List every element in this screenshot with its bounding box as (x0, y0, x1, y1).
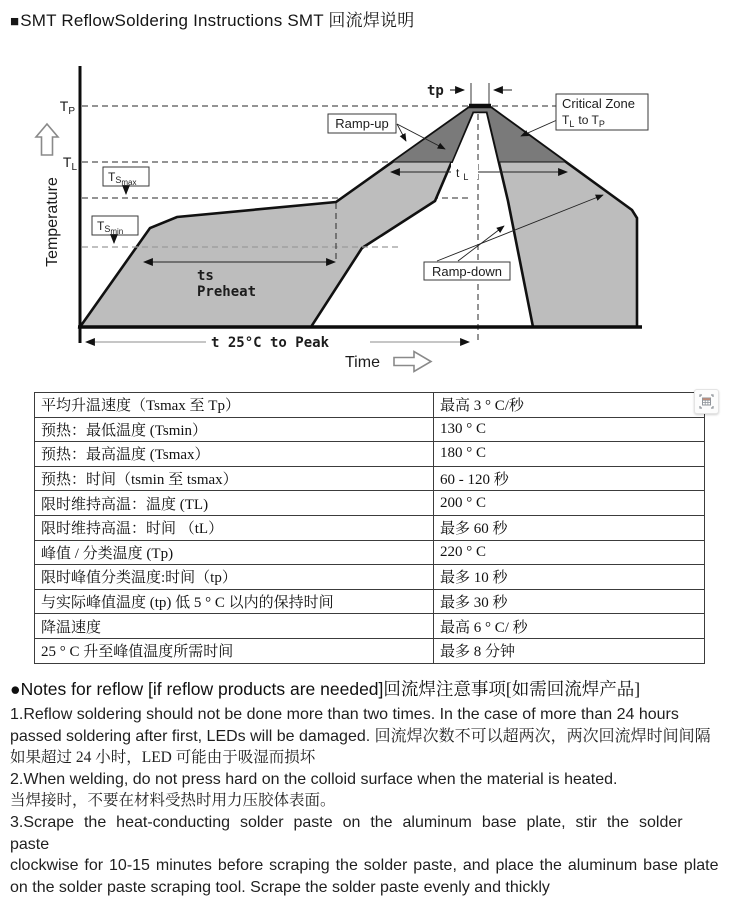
parameter-name-cell: 预热：最高温度 (Tsmax） (35, 442, 434, 467)
tl-axis-label: $T_L$ (62, 154, 77, 173)
parameter-value-cell: 最多 60 秒 (434, 515, 705, 540)
profile-band-shape (80, 106, 637, 327)
critical-zone-label-line1: Critical Zone (562, 96, 635, 111)
reflow-parameters-table (34, 392, 705, 664)
parameter-value-cell: 最多 8 分钟 (434, 638, 705, 663)
reflow-profile-diagram (0, 50, 732, 380)
temperature-axis-label: Temperature (44, 177, 61, 267)
note-line: 2.When welding, do not press hard on the colloid surface when the material is heated. (10, 770, 618, 788)
tp-axis-label: $T_P$ (59, 98, 75, 117)
preheat-label: Preheat (197, 284, 257, 300)
time-right-arrow-icon (394, 352, 431, 372)
note-line: passed soldering after first, LEDs will be damaged. 回流焊次数不可以超两次，两次回流焊时间间隔 (10, 727, 711, 745)
tsmin-label: TSmin (97, 219, 124, 236)
ramp-down-label: Ramp-down (431, 264, 503, 279)
t25-to-peak-label: t 25°C to Peak (211, 335, 330, 351)
ramp-up-label: Ramp-up (335, 116, 389, 131)
table-row (35, 638, 705, 663)
page-title (10, 6, 414, 31)
parameter-name-cell: 平均升温速度（Tsmax 至 Tp） (35, 393, 434, 418)
tl-time-label: t L (456, 166, 469, 182)
circle-bullet-icon: ● (10, 679, 21, 699)
table-row (35, 491, 705, 516)
parameter-value-cell: 180 ° C (434, 442, 705, 467)
parameter-name-cell: 峰值 / 分类温度 (Tp) (35, 540, 434, 565)
notes-heading-zh: 回流焊注意事项[如需回流焊产品] (383, 679, 641, 699)
parameter-value-cell: 130 ° C (434, 417, 705, 442)
critical-zone-label-line2: TL to TP (562, 113, 605, 129)
note-line: 3.Scrape the heat-conducting solder paste on the aluminum base plate, stir the solder paste (10, 813, 683, 853)
temperature-up-arrow-icon (36, 124, 58, 155)
table-row (35, 417, 705, 442)
parameter-value-cell: 最高 6 ° C/ 秒 (434, 614, 705, 639)
notes-heading-en: Notes for reflow [if reflow products are needed] (20, 679, 384, 699)
table-row (35, 589, 705, 614)
table-row (35, 540, 705, 565)
ts-label: ts (197, 268, 214, 284)
note-line: 如果超过 24 小时，LED 可能由于吸湿而损坏 (10, 749, 316, 767)
note-line: clockwise for 10-15 minutes before scraping the solder paste, and place the aluminum base plate (10, 857, 719, 875)
parameter-name-cell: 限时维持高温：时间 （tL） (35, 515, 434, 540)
reflow-parameters-tbody (35, 393, 705, 664)
parameter-value-cell: 220 ° C (434, 540, 705, 565)
parameter-value-cell: 最多 30 秒 (434, 589, 705, 614)
critical-zone-pointer (521, 120, 557, 136)
table-row (35, 565, 705, 590)
parameter-name-cell: 预热：最低温度 (Tsmin） (35, 417, 434, 442)
table-row (35, 515, 705, 540)
note-line: 当焊接时，不要在材料受热时用力压胶体表面。 (10, 792, 336, 810)
parameter-value-cell: 最高 3 ° C/秒 (434, 393, 705, 418)
tsmax-label: TSmax (108, 170, 137, 187)
notes-heading (10, 676, 724, 701)
table-capture-glyph (698, 393, 715, 410)
parameter-name-cell: 限时维持高温：温度 (TL) (35, 491, 434, 516)
tp-time-label: tp (427, 83, 444, 99)
parameter-name-cell: 降温速度 (35, 614, 434, 639)
parameter-value-cell: 最多 10 秒 (434, 565, 705, 590)
time-axis-label: Time (345, 354, 380, 371)
parameter-name-cell: 预热：时间（tsmin 至 tsmax） (35, 466, 434, 491)
parameter-value-cell: 60 - 120 秒 (434, 466, 705, 491)
note-line: on the solder paste scraping tool. Scrape the solder paste evenly and thickly (10, 878, 550, 896)
notes-section (10, 676, 724, 898)
parameter-name-cell: 25 ° C 升至峰值温度所需时间 (35, 638, 434, 663)
page-title-text: SMT ReflowSoldering Instructions SMT 回流焊说明 (20, 11, 415, 30)
note-line: 1.Reflow soldering should not be done more than two times. In the case of more than 24 hours (10, 706, 679, 723)
parameter-value-cell: 200 ° C (434, 491, 705, 516)
table-row (35, 614, 705, 639)
parameter-name-cell: 限时峰值分类温度:时间（tp） (35, 565, 434, 590)
critical-zone-shape (392, 106, 566, 162)
table-row (35, 442, 705, 467)
parameter-name-cell: 与实际峰值温度 (tp) 低 5 ° C 以内的保持时间 (35, 589, 434, 614)
table-row (35, 466, 705, 491)
table-capture-icon[interactable] (694, 389, 719, 414)
square-bullet-icon: ■ (10, 13, 20, 30)
table-row (35, 393, 705, 418)
